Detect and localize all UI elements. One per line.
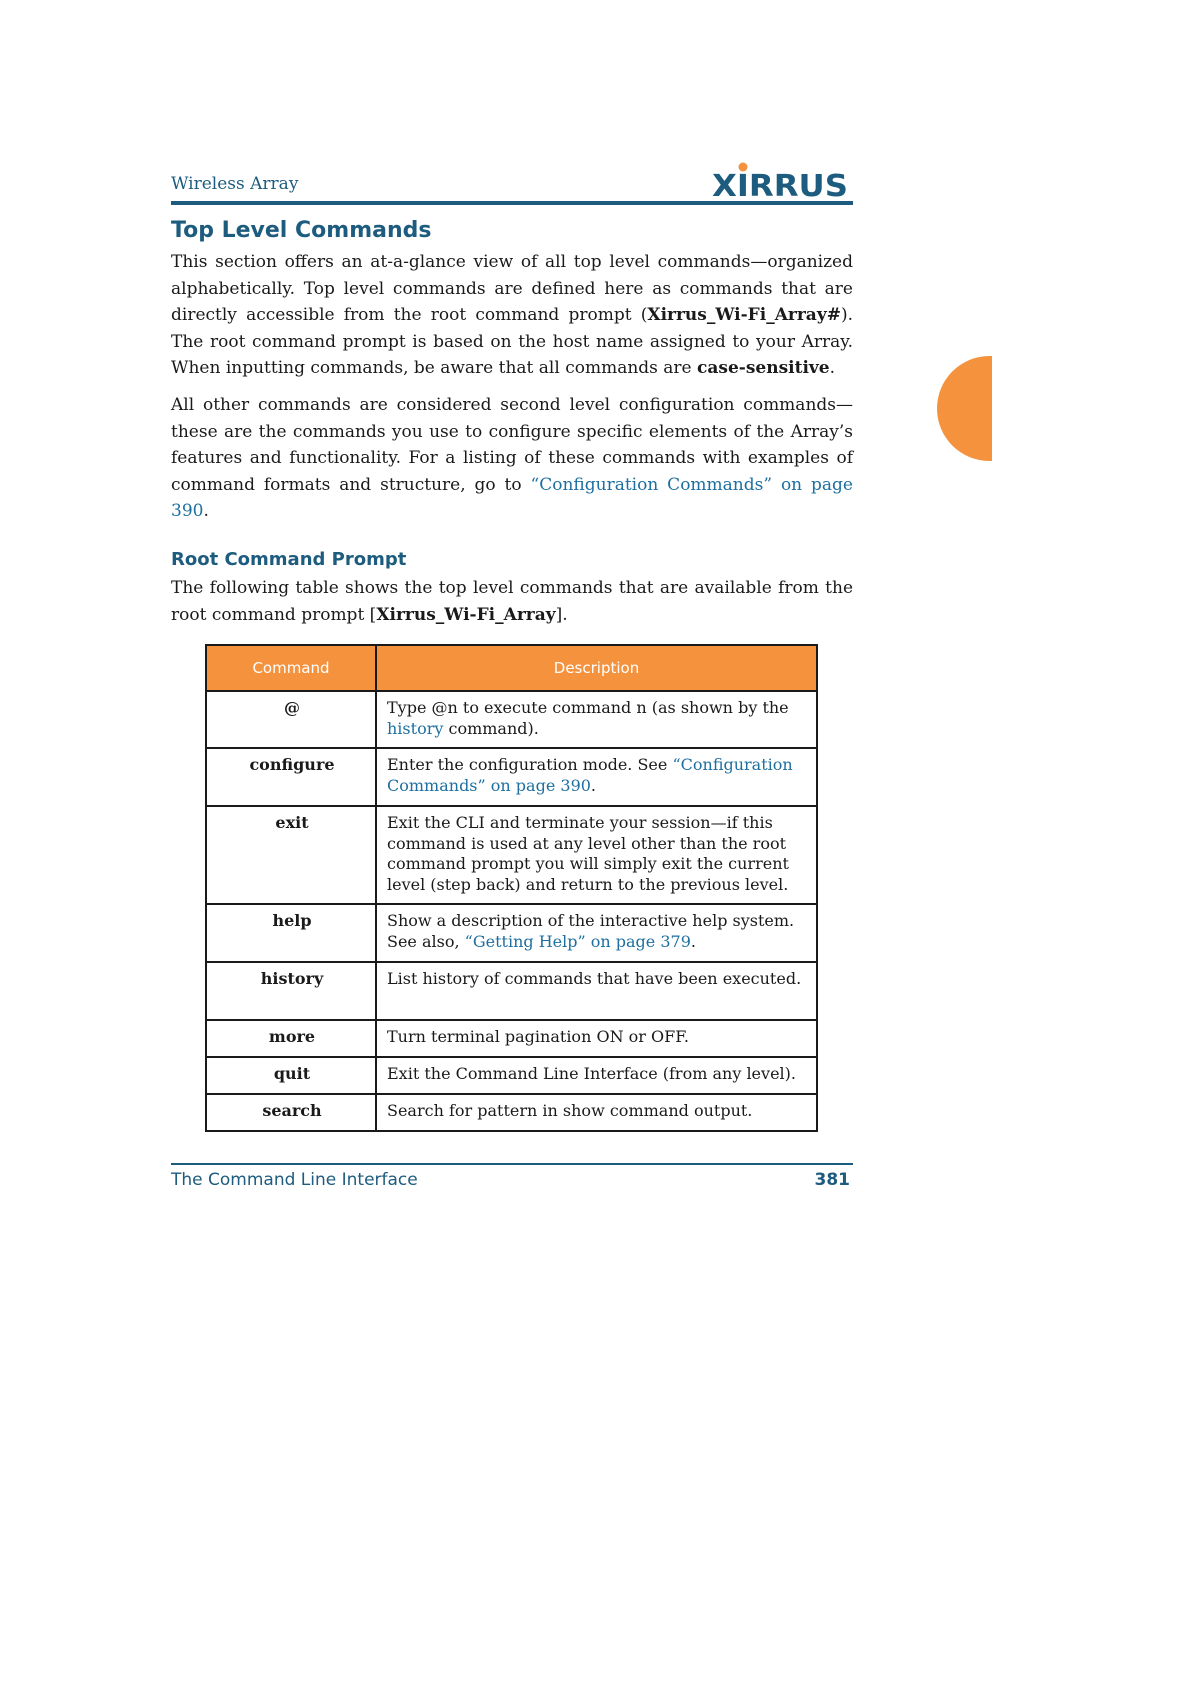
table-row: [206, 691, 817, 748]
table-row: [206, 1094, 817, 1131]
command-cell: search: [206, 1094, 376, 1131]
description-cell: Search for pattern in show command output.: [376, 1094, 817, 1131]
top-level-commands-table: [205, 644, 818, 1132]
section-title: Top Level Commands: [171, 218, 432, 243]
description-cell: Show a description of the interactive help system. See also, “Getting Help” on page 379.: [376, 904, 817, 962]
description-cell: Enter the configuration mode. See “Configuration Commands” on page 390.: [376, 748, 817, 806]
table-row: [206, 806, 817, 904]
getting-help-link[interactable]: “Getting Help” on page 379: [464, 931, 691, 951]
command-cell: quit: [206, 1057, 376, 1094]
table-row: [206, 904, 817, 962]
description-cell: Exit the CLI and terminate your session—if this command is used at any level other than the root command prompt you will simply exit the current level (step back) and return to the previous level.: [376, 806, 817, 904]
running-header-section: Wireless Array: [171, 174, 299, 194]
subsection-title: Root Command Prompt: [171, 549, 407, 570]
column-header-description: Description: [376, 645, 817, 691]
second-level-paragraph: All other commands are considered second level configuration commands—these are the commands you use to configure specific elements of the Array’s features and functionality. For a listing of these commands with examples of command formats and structure, go to “Configuration Commands” on page 390.: [171, 395, 853, 521]
intro-paragraph: This section offers an at-a-glance view of all top level commands—organized alphabetically. Top level commands are defined here as commands that are directly accessible from the root command prompt (Xirrus_Wi-Fi_Array#). The root command prompt is based on the host name assigned to your Array. When inputting commands, be aware that all commands are case-sensitive.: [171, 252, 853, 378]
xirrus-logo: [712, 160, 852, 200]
header-rule: [171, 201, 853, 205]
command-cell: help: [206, 904, 376, 962]
command-cell: configure: [206, 748, 376, 806]
chapter-tab-marker: [937, 356, 992, 461]
running-footer-section: The Command Line Interface: [171, 1170, 418, 1190]
column-header-command: Command: [206, 645, 376, 691]
history-link[interactable]: history: [387, 718, 444, 738]
description-cell: Exit the Command Line Interface (from any level).: [376, 1057, 817, 1094]
root-prompt-paragraph: The following table shows the top level commands that are available from the root command prompt [Xirrus_Wi-Fi_Array].: [171, 578, 853, 625]
command-cell: history: [206, 962, 376, 1020]
description-cell: Turn terminal pagination ON or OFF.: [376, 1020, 817, 1057]
description-cell: List history of commands that have been executed.: [376, 962, 817, 1020]
footer-rule: [171, 1163, 853, 1165]
command-cell: more: [206, 1020, 376, 1057]
command-cell: @: [206, 691, 376, 748]
table-row: [206, 1020, 817, 1057]
logo-text: XIRRUS: [712, 169, 848, 200]
table-row: [206, 748, 817, 806]
configuration-commands-link[interactable]: “Configuration Commands” on page 390: [171, 474, 853, 521]
table-row: [206, 962, 817, 1020]
page-number: 381: [814, 1170, 850, 1190]
table-row: [206, 1057, 817, 1094]
description-cell: Type @n to execute command n (as shown by the history command).: [376, 691, 817, 748]
configuration-commands-link[interactable]: “Configuration Commands” on page 390: [387, 755, 793, 795]
table-header-row: [206, 645, 817, 691]
command-cell: exit: [206, 806, 376, 904]
